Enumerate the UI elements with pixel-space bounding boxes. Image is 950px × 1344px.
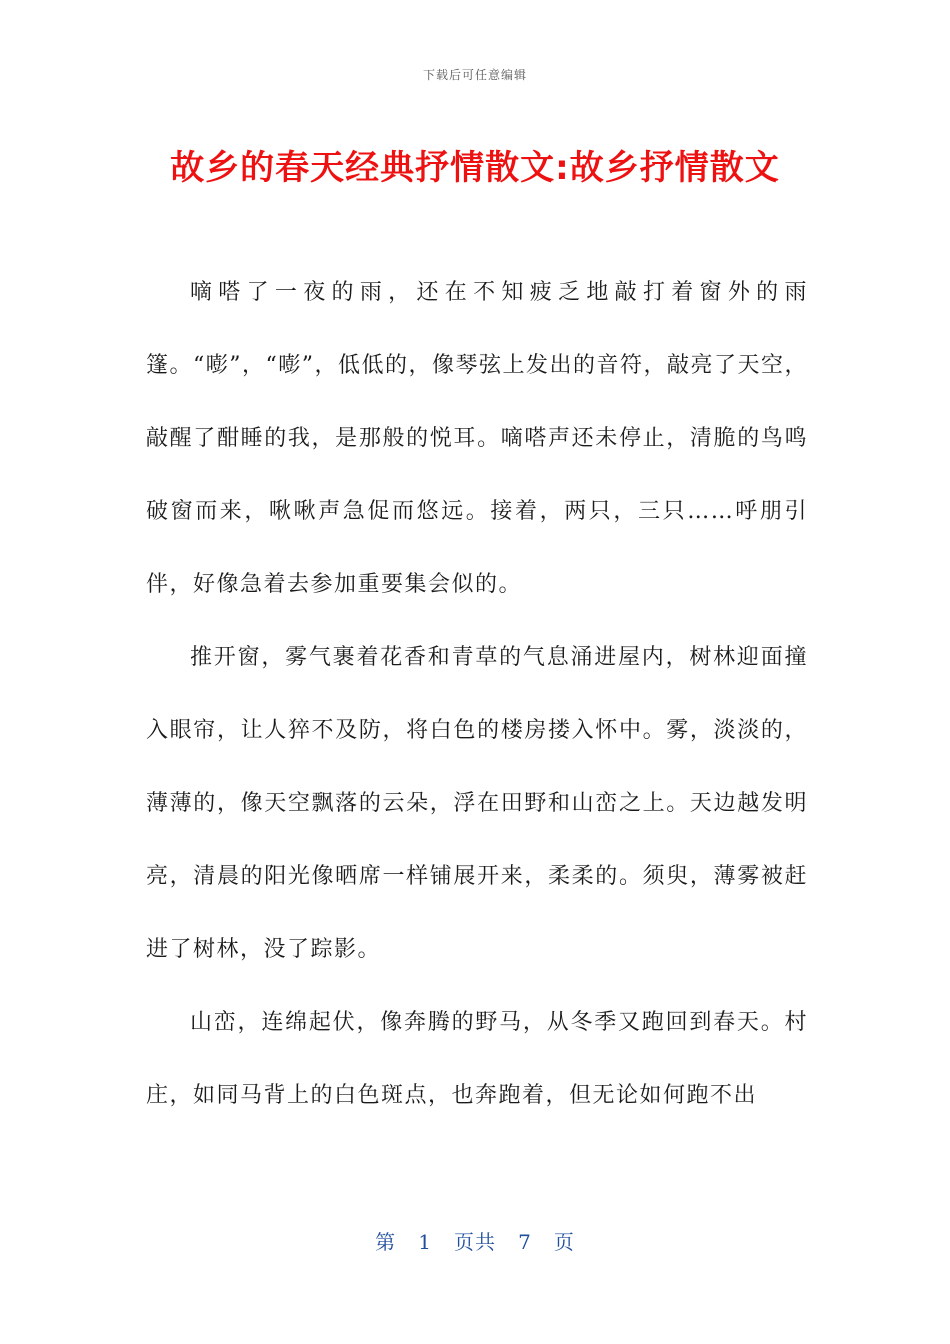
paragraph-3: 山峦，连绵起伏，像奔腾的野马，从冬季又跑回到春天。村庄，如同马背上的白色斑点，也奔跑着，但无论如何跑不出 <box>146 1010 808 1108</box>
page-header-note: 下载后可任意编辑 <box>422 68 527 82</box>
paragraph-1: 嘀嗒了一夜的雨，还在不知疲乏地敲打着窗外的雨篷。“嘭”，“嘭”，低低的，像琴弦上发出的音符，敲亮了天空，敲醒了酣睡的我，是那般的悦耳。嘀嗒声还未停止，清脆的鸟鸣破窗而来，啾啾声急促而悠远。接着，两只，三只……呼朋引伴，好像急着去参加重要集会似的。 <box>146 280 808 597</box>
footer-prefix: 第 <box>375 1230 397 1254</box>
document-body <box>146 256 808 1132</box>
footer-middle: 页共 <box>454 1230 496 1254</box>
footer-current-page: 1 <box>418 1230 432 1254</box>
footer-total-pages: 7 <box>518 1230 532 1254</box>
footer-suffix: 页 <box>553 1230 575 1254</box>
document-title: 故乡的春天经典抒情散文:故乡抒情散文 <box>170 148 780 188</box>
page-footer <box>0 1226 950 1255</box>
paragraph-2: 推开窗，雾气裹着花香和青草的气息涌进屋内，树林迎面撞入眼帘，让人猝不及防，将白色的楼房搂入怀中。雾，淡淡的，薄薄的，像天空飘落的云朵，浮在田野和山峦之上。天边越发明亮，清晨的阳光像晒席一样铺展开来，柔柔的。须臾，薄雾被赶进了树林，没了踪影。 <box>146 645 808 962</box>
